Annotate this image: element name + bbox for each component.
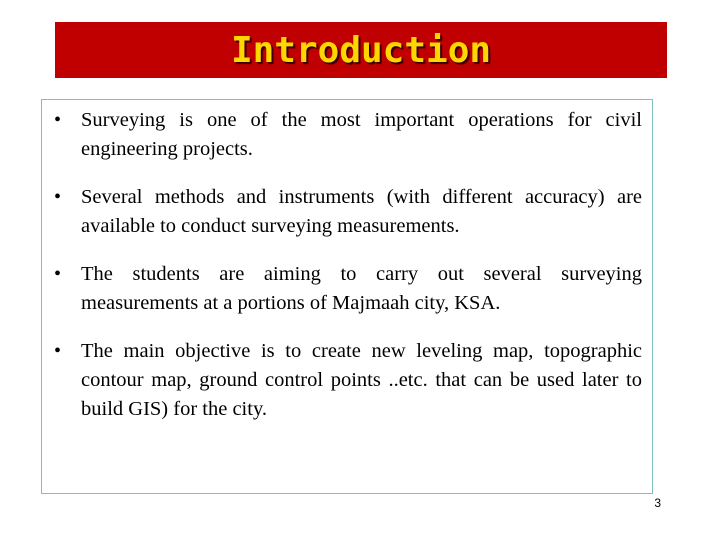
page-number: 3 bbox=[654, 496, 661, 510]
bullet-text: The students are aiming to carry out several surveying measurements at a portions of Majmaah city, KSA. bbox=[81, 263, 642, 314]
content-box bbox=[41, 99, 653, 494]
bullet-dot-icon: • bbox=[54, 109, 62, 131]
bullet-item bbox=[42, 337, 652, 424]
bullet-dot-icon: • bbox=[54, 263, 62, 285]
title-bar bbox=[55, 22, 667, 78]
bullet-item bbox=[42, 183, 652, 241]
bullet-item bbox=[42, 106, 652, 164]
bullet-text: Surveying is one of the most important operations for civil engineering projects. bbox=[81, 109, 642, 160]
bullet-item bbox=[42, 260, 652, 318]
slide-title: Introduction bbox=[230, 29, 492, 71]
bullet-list bbox=[42, 106, 652, 443]
bullet-dot-icon: • bbox=[54, 186, 62, 208]
bullet-text: The main objective is to create new leveling map, topographic contour map, ground control points ..etc. that can be used later to build GIS) for the city. bbox=[81, 340, 642, 420]
bullet-dot-icon: • bbox=[54, 340, 62, 362]
bullet-text: Several methods and instruments (with different accuracy) are available to conduct surveying measurements. bbox=[81, 186, 642, 237]
